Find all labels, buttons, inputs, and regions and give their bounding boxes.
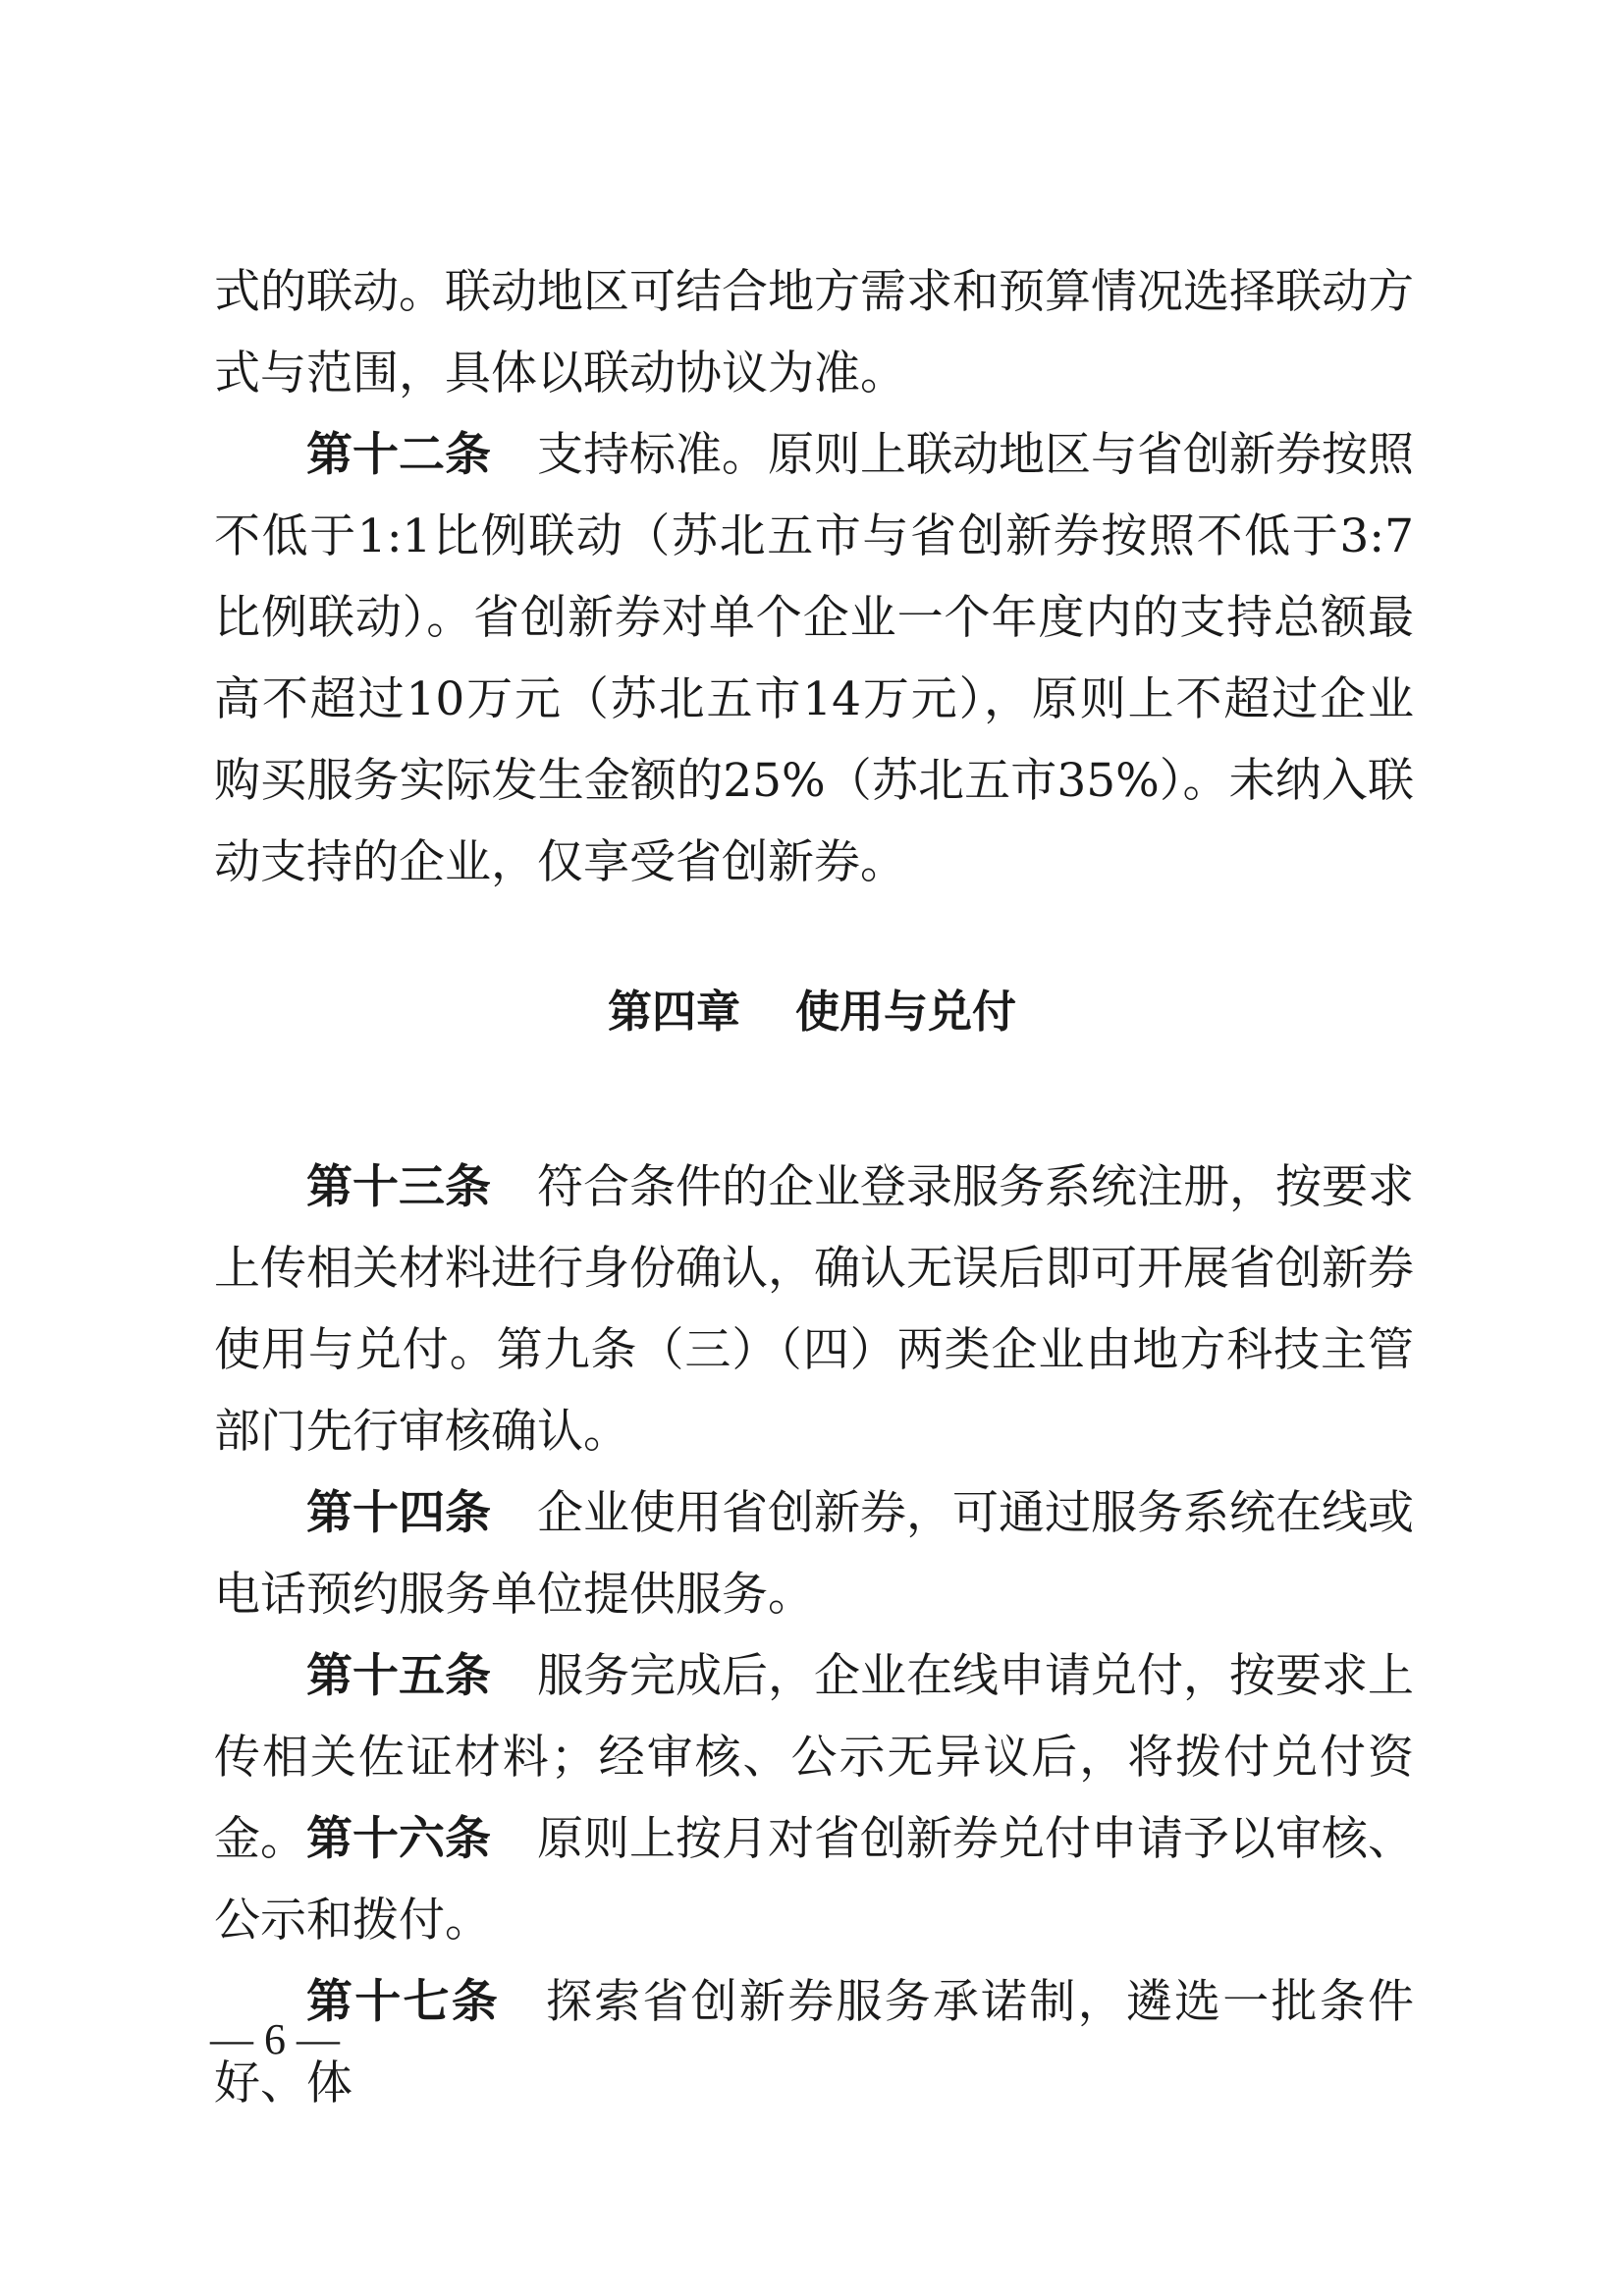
article-16-label: 第十六条 (306, 1812, 491, 1866)
article-14-paragraph (214, 1472, 1414, 1635)
continuation-text: 式的联动。联动地区可结合地方需求和预算情况选择联动方式与范围，具体以联动协议为准。 (214, 265, 1414, 400)
article-17-paragraph (214, 1961, 1414, 2124)
article-15-text: 服务完成后，企业在线申请兑付，按要求上传相关佐证材料；经审核、公示无异议后，将拨付兑付资金。 (214, 1649, 1414, 1866)
article-17-label: 第十七条 (306, 1975, 500, 2029)
article-12-label: 第十二条 (306, 428, 491, 482)
article-13-label: 第十三条 (306, 1160, 491, 1214)
continuation-paragraph (214, 251, 1414, 414)
chapter-heading (0, 978, 1624, 1046)
article-16-text: 原则上按月对省创新券兑付申请予以审核、公示和拨付。 (214, 1812, 1414, 1948)
chapter-title: 使用与兑付 (795, 986, 1017, 1038)
article-15-label: 第十五条 (306, 1649, 491, 1703)
article-16-paragraph (214, 1798, 1414, 1961)
article-12-text: 支持标准。原则上联动地区与省创新券按照不低于1:1比例联动（苏北五市与省创新券按照不低于3:7比例联动）。省创新券对单个企业一个年度内的支持总额最高不超过10万元（苏北五市14万元），原则上不超过企业购买服务实际发生金额的25%（苏北五市35%）。未纳入联动支持的企业，仅享受省创新券。 (214, 428, 1414, 889)
chapter-number: 第四章 (607, 986, 740, 1038)
article-12-paragraph (214, 414, 1414, 903)
page-number: — 6 — (210, 2015, 340, 2063)
article-14-label: 第十四条 (306, 1486, 491, 1540)
article-17-text: 探索省创新券服务承诺制，遴选一批条件好、体 (214, 1975, 1414, 2110)
article-13-paragraph (214, 1147, 1414, 1472)
article-13-text: 符合条件的企业登录服务系统注册，按要求上传相关材料进行身份确认，确认无误后即可开展省创新券使用与兑付。第九条（三）（四）两类企业由地方科技主管部门先行审核确认。 (214, 1160, 1414, 1459)
article-14-text: 企业使用省创新券，可通过服务系统在线或电话预约服务单位提供服务。 (214, 1486, 1414, 1622)
